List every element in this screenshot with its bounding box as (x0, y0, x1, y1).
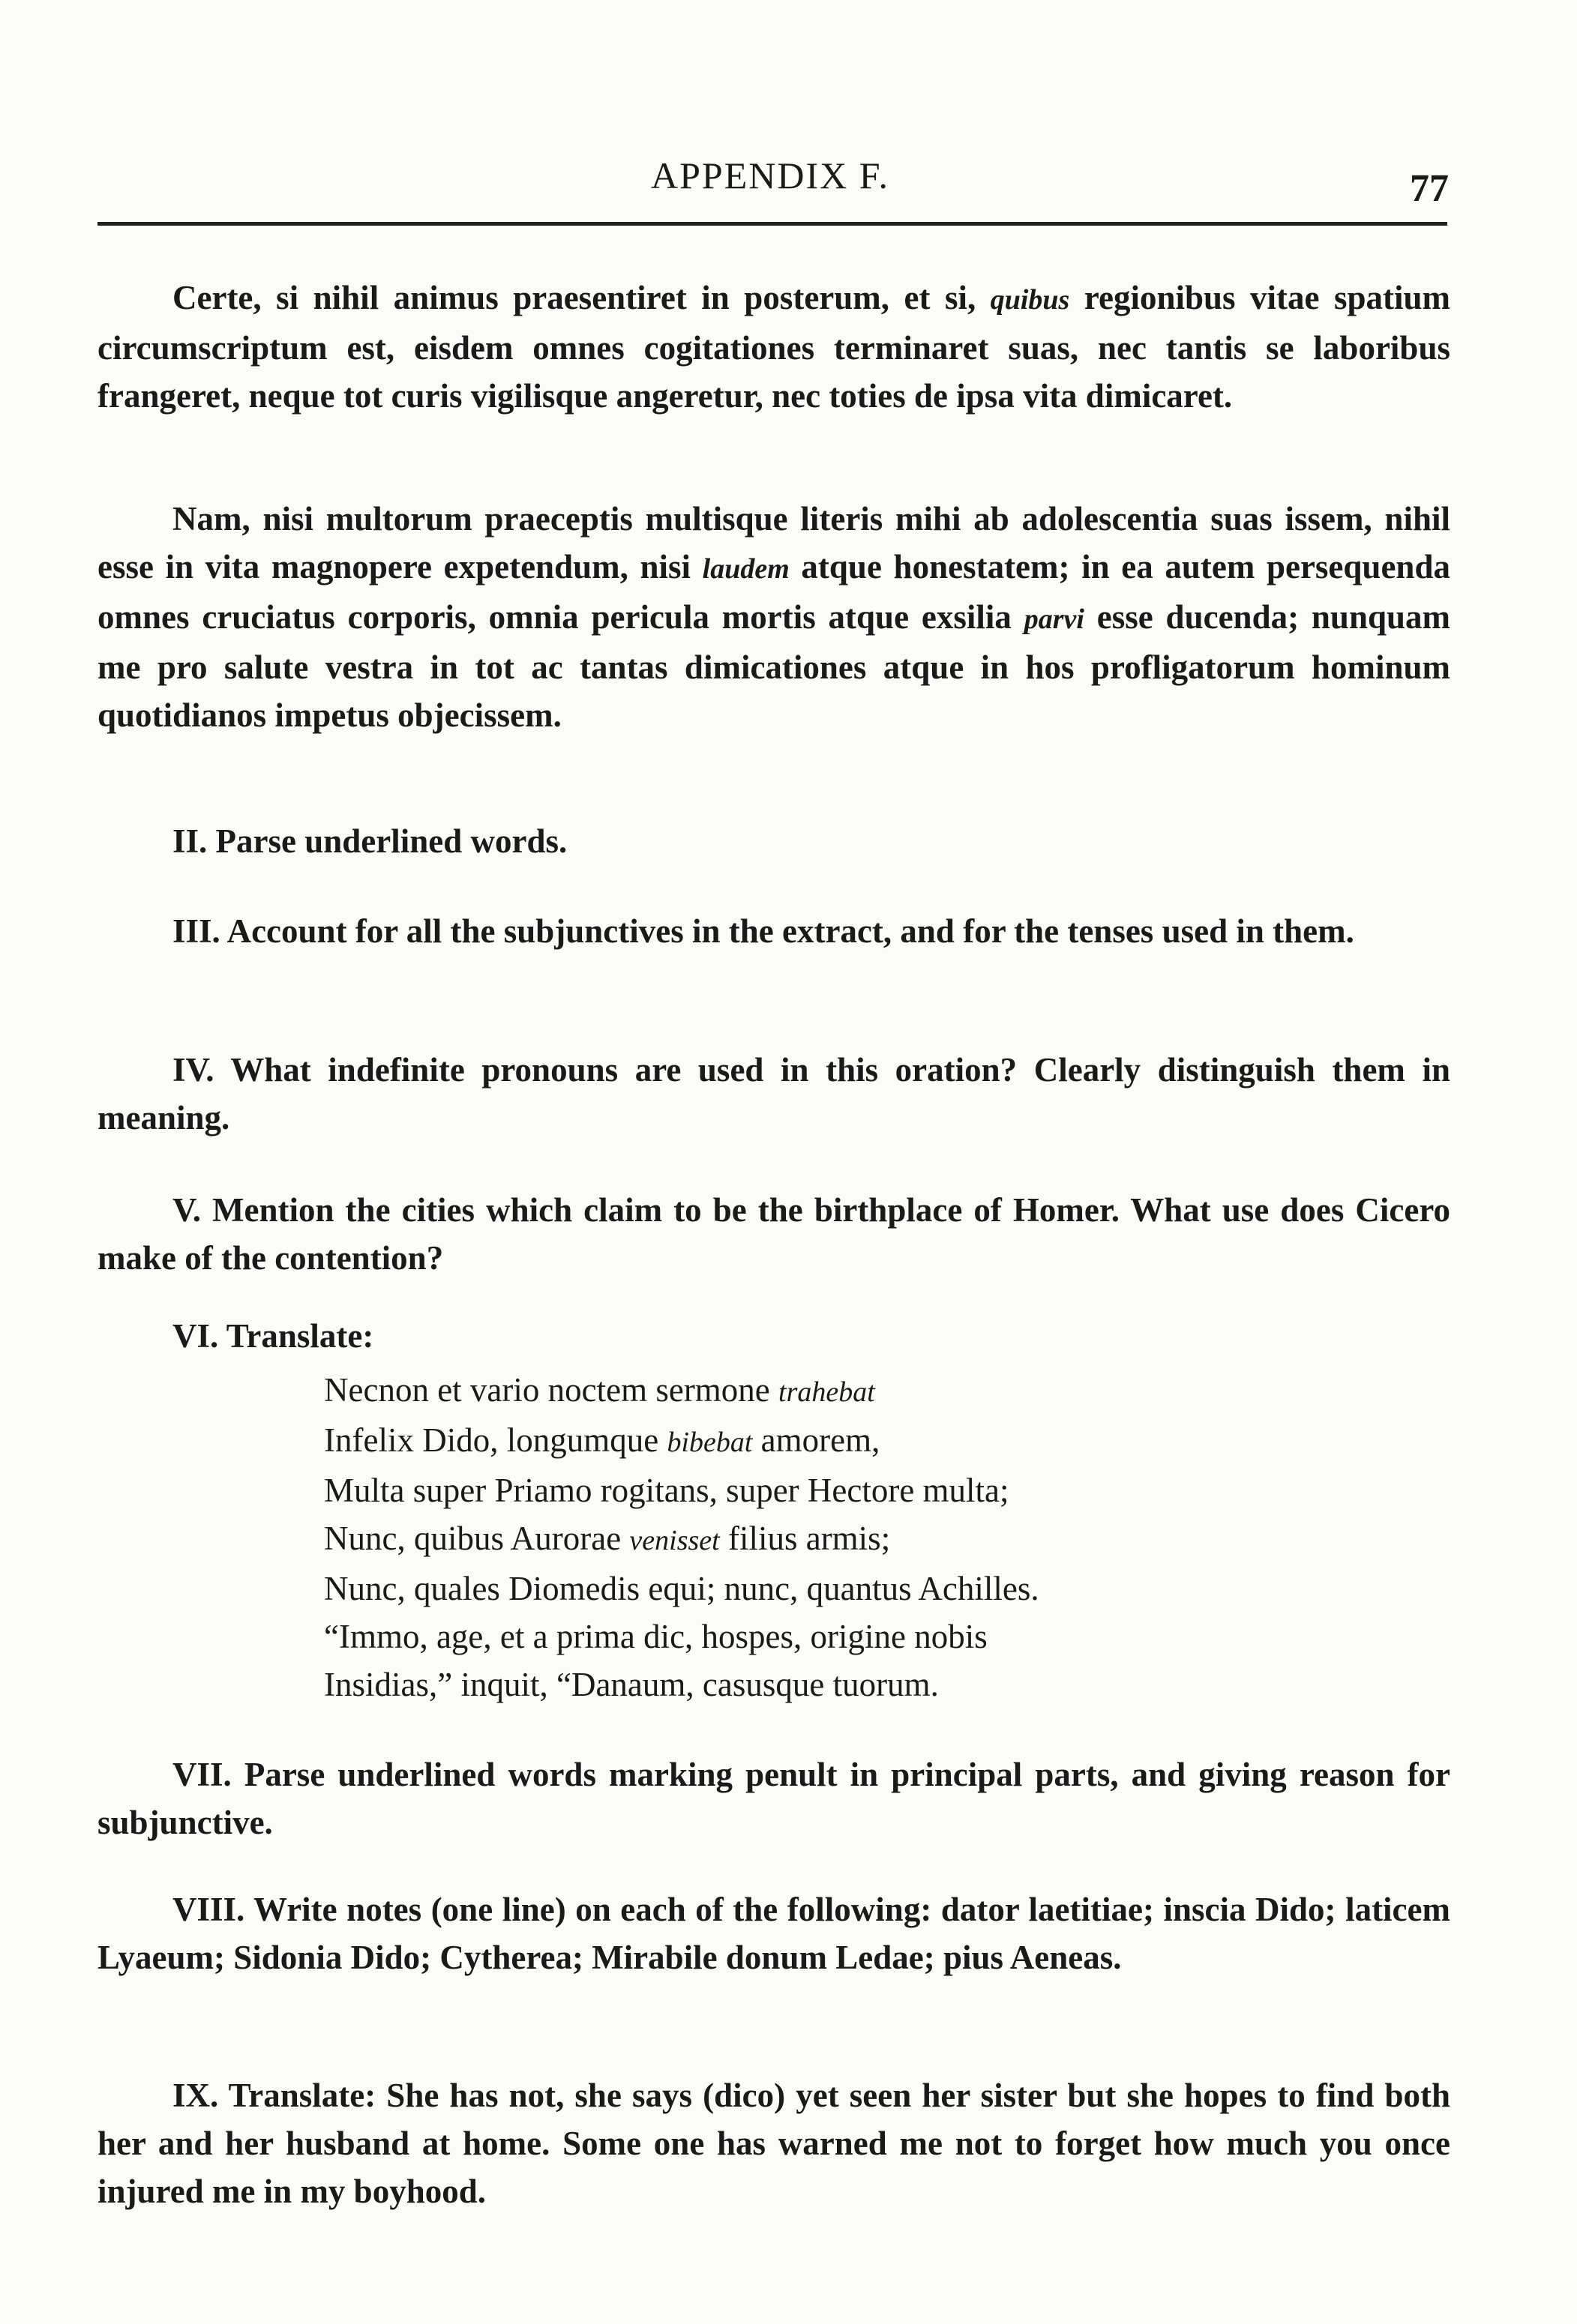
question-2 (97, 817, 1450, 865)
question-text: Parse underlined words marking penult in principal parts, and giving reason for subjunctive. (97, 1756, 1451, 1841)
verse-line-2: Infelix Dido, longumque bibebat amorem, (324, 1421, 880, 1459)
italic-word-venisset: venisset (629, 1525, 720, 1556)
question-text: Parse underlined words. (215, 822, 568, 860)
verse-line-6: “Immo, age, et a prima dic, hospes, origine nobis (324, 1618, 988, 1655)
passage-text: regionibus vitae spatium circumscriptum est, eisdem omnes cogitationes terminaret suas, nec tantis se laboribus frangeret, neque tot curis vigilisque angeretur, nec toties de ipsa vita dimicaret. (97, 279, 1451, 415)
question-text: Write notes (one line) on each of the following: dator laetitiae; inscia Dido; laticem Lyaeum; Sidonia Dido; Cytherea; Mirabile donum Ledae; pius Aeneas. (97, 1891, 1450, 1976)
verse-line-5: Nunc, quales Diomedis equi; nunc, quantus Achilles. (324, 1570, 1039, 1607)
verse-line-4: Nunc, quibus Aurorae venisset filius armis; (324, 1520, 891, 1557)
question-text: Translate: (226, 1317, 374, 1355)
italic-word-parvi: parvi (1024, 603, 1084, 635)
latin-passage-paragraph-1 (97, 274, 1450, 420)
question-5 (97, 1186, 1450, 1282)
italic-word-bibebat: bibebat (667, 1427, 753, 1458)
question-4 (97, 1046, 1450, 1142)
passage-text: atque honestatem; in ea autem persequenda omnes cruciatus corporis, omnia pericula mortis atque exsilia (97, 548, 1450, 636)
italic-word-laudem: laudem (702, 553, 790, 585)
passage-text: Nam, nisi multorum praeceptis multisque literis mihi ab adolescentia suas issem, nihil esse in vita magnopere expetendum, nisi (97, 500, 1450, 585)
verse-passage (324, 1366, 1374, 1709)
question-text: Mention the cities which claim to be the birthplace of Homer. What use does Cicero make of the contention? (97, 1191, 1451, 1277)
italic-word-quibus: quibus (990, 284, 1070, 316)
question-number: VI. (172, 1317, 219, 1355)
question-number: II. (172, 822, 208, 860)
question-number: IX. (172, 2077, 219, 2114)
question-3 (97, 907, 1450, 955)
verse-line-7: Insidias,” inquit, “Danaum, casusque tuorum. (324, 1666, 939, 1703)
question-text: What indefinite pronouns are used in this oration? Clearly distinguish them in meaning. (97, 1051, 1450, 1137)
question-number: III. (172, 912, 220, 950)
question-number: IV. (172, 1051, 214, 1089)
italic-word-trahebat: trahebat (778, 1376, 875, 1408)
page-number: 77 (1410, 167, 1449, 210)
question-9 (97, 2071, 1450, 2215)
question-text: Translate: She has not, she says (dico) yet seen her sister but she hopes to find both her and her husband at home. Some one has warned me not to forget how much you once injured me in my boyhood. (97, 2077, 1450, 2210)
question-6 (97, 1312, 1450, 1360)
header-rule (97, 222, 1447, 226)
verse-line-3: Multa super Priamo rogitans, super Hectore multa; (324, 1472, 1009, 1509)
question-number: VII. (172, 1756, 232, 1793)
verse-line-1: Necnon et vario noctem sermone trahebat (324, 1371, 875, 1409)
question-number: VIII. (172, 1891, 245, 1928)
question-7 (97, 1750, 1450, 1846)
passage-text: Certe, si nihil animus praesentiret in posterum, et si, (172, 279, 976, 316)
question-text: Account for all the subjunctives in the extract, and for the tenses used in them. (226, 912, 1354, 950)
passage-text: esse ducenda; nunquam me pro salute vestra in tot ac tantas dimicationes atque in hos profligatorum hominum quotidianos impetus objecissem. (97, 598, 1451, 734)
latin-passage-paragraph-2 (97, 495, 1450, 739)
question-8 (97, 1885, 1450, 1981)
question-number: V. (172, 1191, 201, 1229)
page-header-title: APPENDIX F. (651, 154, 890, 196)
